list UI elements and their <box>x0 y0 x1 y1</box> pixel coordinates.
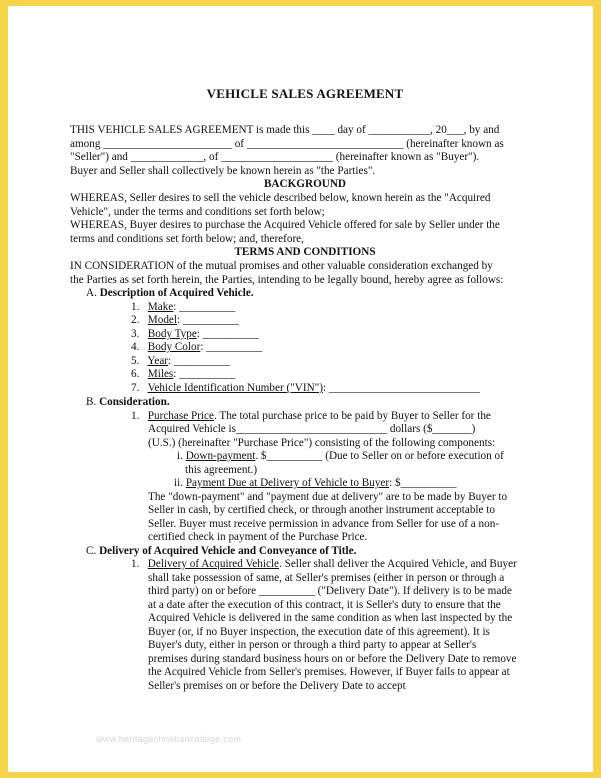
delivery-line: Buyer (or, if no Buyer inspection, the execution date of this agreement). It is <box>148 626 490 638</box>
whereas-paragraph <box>70 192 540 246</box>
vehicle-field-body-type <box>131 328 259 342</box>
sub-item-label: Payment Due at Delivery of Vehicle to Buyer <box>185 477 390 489</box>
field-blank: : __________ <box>168 355 230 367</box>
consideration-line: IN CONSIDERATION of the mutual promises and other valuable consideration exchanged by <box>70 260 493 272</box>
sub-item-text: . $__________ (Due to Seller on or before execution of <box>255 450 504 462</box>
clause-text: . Seller shall deliver the Acquired Vehicle, and Buyer <box>279 558 517 570</box>
intro-line: "Seller") and _____________, of ____________________ (hereinafter known as "Buyer"). <box>70 151 480 163</box>
field-label: Vehicle Identification Number ("VIN") <box>147 382 323 394</box>
section-letter: C. <box>86 545 97 557</box>
field-label: Body Type <box>147 328 197 340</box>
item-number: 2. <box>131 314 140 326</box>
section-c-heading <box>86 545 356 559</box>
purchase-price-clause <box>131 410 491 424</box>
vehicle-field-miles <box>131 368 235 382</box>
field-label: Year <box>147 355 169 367</box>
document-title: VEHICLE SALES AGREEMENT <box>206 86 404 101</box>
field-label: Body Color <box>147 341 201 353</box>
down-payment-line <box>177 450 504 464</box>
vehicle-field-body-color <box>131 341 262 355</box>
payment-paragraph-line: certified check in payment of the Purchase Price. <box>148 531 368 543</box>
vehicle-field-vin <box>131 382 480 396</box>
consideration-intro <box>70 260 540 287</box>
field-blank: : __________ <box>173 301 236 313</box>
payment-due-line <box>174 477 457 491</box>
delivery-line: the Acquired Vehicle from Seller's premises. However, if Buyer fails to appear at <box>148 666 510 678</box>
sub-item-number: i. <box>177 450 183 462</box>
vehicle-field-year <box>131 355 230 369</box>
intro-line: THIS VEHICLE SALES AGREEMENT is made this ____ day of ___________, 20___, by and <box>70 124 500 136</box>
delivery-line: at a date after the execution of this contract, it is Seller's duty to ensure that the <box>148 599 501 611</box>
purchase-price-line: Acquired Vehicle is___________________________ dollars ($_______) <box>148 423 476 435</box>
vehicle-field-make <box>131 301 235 315</box>
consideration-line: the Parties as set forth herein, the Parties, intending to be legally bound, hereby agree as follows: <box>70 273 504 286</box>
document-page <box>8 6 593 772</box>
delivery-line: third party) on or before __________ ("Delivery Date"). If delivery is to be made <box>148 585 512 597</box>
vehicle-field-model <box>131 314 239 328</box>
section-a-heading <box>86 287 254 301</box>
field-blank: : ___________________________ <box>322 382 480 394</box>
delivery-line: Buyer's duty, either in person or through a third party to appear at Seller's <box>148 639 477 651</box>
item-number: 1. <box>131 558 140 570</box>
section-title: Delivery of Acquired Vehicle and Conveyance of Title. <box>99 545 357 557</box>
whereas-line: WHEREAS, Seller desires to sell the vehicle described below, known herein as the "Acquired <box>70 192 491 204</box>
payment-paragraph-line: The "down-payment" and "payment due at delivery" are to be made by Buyer to <box>148 491 508 503</box>
clause-label: Purchase Price <box>147 410 214 422</box>
section-title: Consideration. <box>99 396 170 408</box>
whereas-line: Vehicle", under the terms and conditions set forth below; <box>70 205 325 218</box>
section-b-heading <box>86 396 170 410</box>
delivery-line: Acquired Vehicle is delivered in the same condition as when last inspected by the <box>148 612 513 624</box>
item-number: 1. <box>131 410 140 422</box>
item-number: 7. <box>131 382 140 394</box>
delivery-clause <box>131 558 517 572</box>
sub-item-number: ii. <box>174 477 184 489</box>
intro-line: among _______________________ of ____________________________ (hereinafter known as <box>70 137 504 150</box>
item-number: 5. <box>131 355 140 367</box>
background-heading: BACKGROUND <box>263 178 347 190</box>
whereas-line: WHEREAS, Buyer desires to purchase the Acquired Vehicle offered for sale by Seller under the <box>70 219 500 231</box>
down-payment-line: this agreement.) <box>185 464 258 476</box>
item-number: 3. <box>131 328 140 340</box>
clause-label: Delivery of Acquired Vehicle <box>147 558 279 570</box>
whereas-line: terms and conditions set forth below; and, therefore, <box>70 232 304 245</box>
delivery-line: Seller's premises on or before the Delivery Date to accept <box>148 680 406 692</box>
payment-paragraph-line: Seller. Buyer must receive permission in advance from Seller for use of a non- <box>148 518 500 530</box>
field-label: Miles <box>147 368 174 380</box>
delivery-line: premises during standard business hours on or before the Delivery Date to remove <box>148 653 517 665</box>
field-blank: : __________ <box>200 341 263 353</box>
terms-heading: TERMS AND CONDITIONS <box>234 246 376 258</box>
field-blank: : __________ <box>196 328 259 340</box>
sub-item-text: : $__________ <box>389 477 457 489</box>
section-title: Description of Acquired Vehicle. <box>99 287 254 299</box>
sub-item-label: Down-payment <box>185 450 256 462</box>
payment-paragraph-line: Seller in cash, by certified check, or through another instrument acceptable to <box>148 504 495 516</box>
field-blank: : __________ <box>173 368 236 380</box>
section-letter: B. <box>86 396 97 408</box>
intro-line: Buyer and Seller shall collectively be known herein as "the Parties". <box>70 164 376 177</box>
field-label: Make <box>147 301 174 313</box>
item-number: 1. <box>131 301 140 313</box>
watermark-text: www.heritagechristiancollege.com <box>96 734 242 744</box>
item-number: 6. <box>131 368 140 380</box>
field-label: Model <box>147 314 178 326</box>
intro-paragraph <box>70 124 540 178</box>
clause-text: . The total purchase price to be paid by Buyer to Seller for the <box>213 410 491 422</box>
field-blank: : __________ <box>177 314 239 326</box>
item-number: 4. <box>131 341 140 353</box>
section-letter: A. <box>86 287 97 299</box>
delivery-line: shall take possession of same, at Seller's premises (either in person or through a <box>148 572 505 584</box>
purchase-price-line: (U.S.) (hereinafter "Purchase Price") consisting of the following components: <box>148 437 496 449</box>
